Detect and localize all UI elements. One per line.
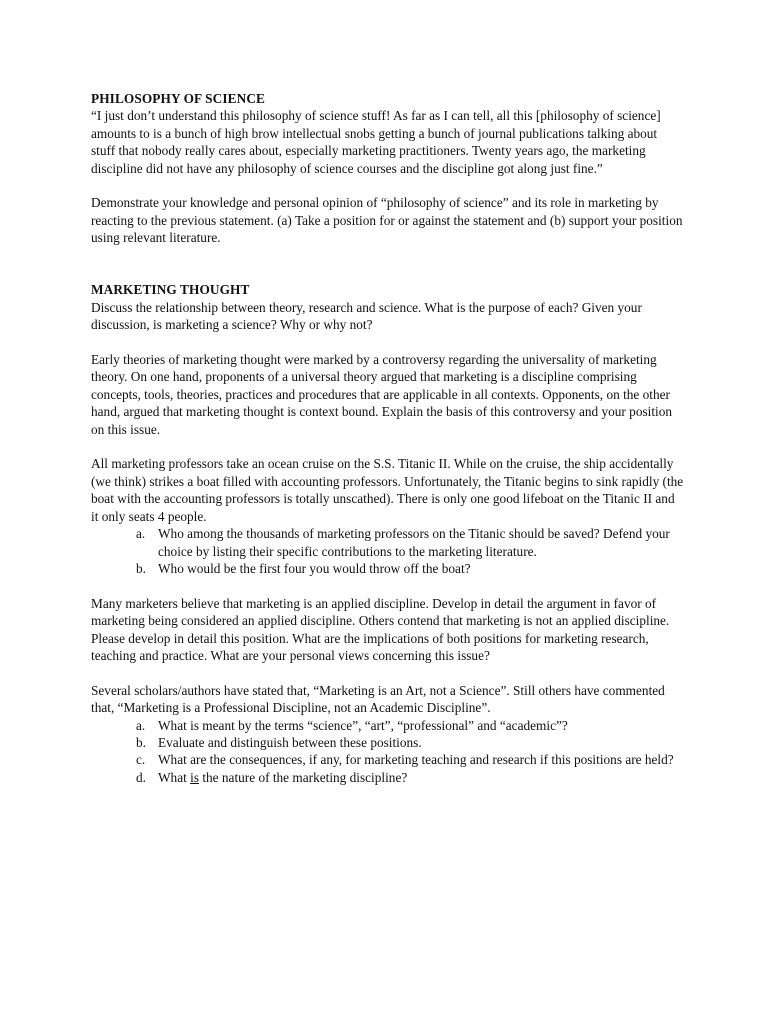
list-item [136, 560, 684, 577]
list-item-text: Who would be the first four you would throw off the boat? [158, 560, 471, 576]
list-item-text: Evaluate and distinguish between these positions. [158, 734, 422, 750]
list-item-text: Who among the thousands of marketing professors on the Titanic should be saved? Defend your choice by listing their specific contributions to the marketing literature. [158, 526, 670, 559]
list-item-label: c. [136, 752, 146, 768]
text-segment: What [158, 769, 191, 785]
list-item [136, 717, 684, 734]
list-item [136, 525, 684, 560]
philosophy-prompt: Demonstrate your knowledge and personal opinion of “philosophy of science” and its role in marketing by reacting to the previous statement. (a) Take a position for or against the statement and (b) support your position using relevant literature. [91, 195, 683, 246]
question-theory-research-science: Discuss the relationship between theory, research and science. What is the purpose of each? Given your discussion, is marketing a science? Why or why not? [91, 299, 642, 333]
question-universality: Early theories of marketing thought were marked by a controversy regarding the universality of marketing theory. On one hand, proponents of a universal theory argued that marketing is a discipline comprising concepts, tools, theories, practices and procedures that are applicable in all contexts. Opponents, on the other hand, argued that marketing thought is context bound. Explain the basis of this controversy and your position on this issue. [91, 352, 673, 437]
list-item-label: d. [136, 769, 146, 785]
question-applied-discipline: Many marketers believe that marketing is an applied discipline. Develop in detail the argument in favor of marketing being considered an applied discipline. Others contend that marketing is not an applied discipline. Please develop in detail this position. What are the implications of both positions for marketing research, teaching and practice. What are your personal views concerning this issue? [91, 595, 670, 663]
list-item [136, 734, 684, 751]
list-item-label: b. [136, 560, 146, 576]
list-item-label: b. [136, 734, 146, 750]
question-titanic: All marketing professors take an ocean cruise on the S.S. Titanic II. While on the cruise, the ship accidentally (we think) strikes a boat filled with accounting professors. Unfortunately, the Titanic begins to sink rapidly (the boat with the accounting professors is totally unscathed). There is only one good lifeboat on the Titanic II and it only seats 4 people. [91, 456, 684, 524]
question-art-vs-science: Several scholars/authors have stated that, “Marketing is an Art, not a Science”. Still others have commented that, “Marketing is a Professional Discipline, not an Academic Discipline”. [91, 682, 665, 716]
section-heading-philosophy: PHILOSOPHY OF SCIENCE [91, 91, 265, 106]
list-item [136, 769, 684, 786]
section-heading-marketing-thought: MARKETING THOUGHT [91, 282, 250, 298]
underlined-word: is [190, 769, 199, 785]
list-item-label: a. [136, 526, 146, 542]
philosophy-quote: “I just don’t understand this philosophy of science stuff! As far as I can tell, all this [philosophy of science] amounts to is a bunch of high brow intellectual snobs getting a bunch of journal publications talking about stuff that nobody really cares about, especially marketing practitioners. Twenty years ago, the marketing discipline did not have any philosophy of science courses and the discipline got along just fine.” [91, 108, 661, 176]
list-item-text [158, 769, 684, 786]
list-item-text: What are the consequences, if any, for marketing teaching and research if this positions are held? [158, 752, 674, 768]
list-item [136, 751, 684, 768]
list-item-text: What is meant by the terms “science”, “art”, “professional” and “academic”? [158, 717, 568, 733]
list-item-label: a. [136, 717, 146, 733]
text-segment: the nature of the marketing discipline? [199, 769, 408, 785]
